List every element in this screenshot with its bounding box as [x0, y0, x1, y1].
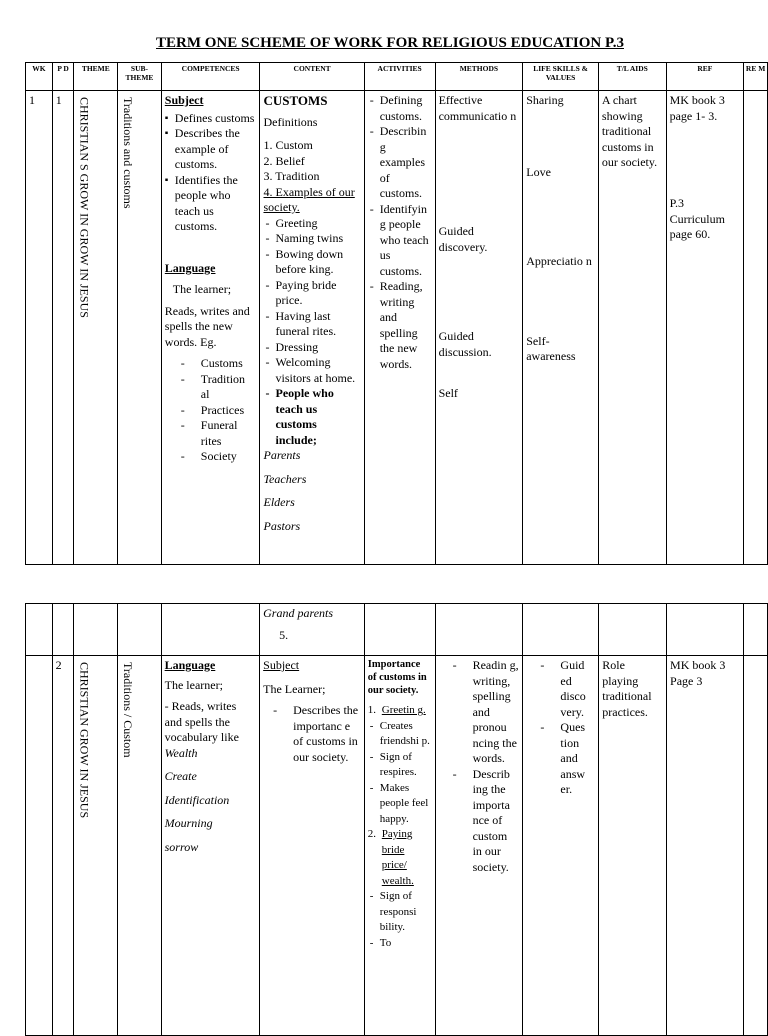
period-number: 1	[52, 91, 74, 565]
activity-item-title: Greetin g.	[381, 704, 426, 716]
reference: P.3 Curriculum page 60.	[669, 196, 725, 241]
header-wk: WK	[26, 63, 53, 91]
life-skill: Appreciatio n	[526, 254, 592, 268]
vocabulary-word: Wealth	[164, 745, 198, 760]
vocabulary-word: Mourning	[164, 816, 213, 830]
activity-item-title: Paying bride price/ wealth.	[381, 828, 414, 887]
competence-bullet: ▪ Describes the example of customs.	[165, 126, 257, 173]
content-cell	[260, 91, 364, 565]
content-examples	[263, 216, 360, 449]
life-skills-list	[540, 658, 595, 798]
week-number-blank	[26, 656, 53, 1036]
competences-cell	[161, 91, 260, 565]
ref-cell	[667, 656, 744, 1036]
activity-item: 1. Greetin g.	[367, 704, 426, 716]
life-skill: Self-awareness	[526, 333, 576, 363]
life-skill: - Ques tion and answ er.	[540, 720, 595, 798]
activity-heading: Importance of customs in our society.	[367, 659, 427, 696]
header-methods: METHODS	[435, 63, 523, 91]
theme-text: CHRISTIAN GROW IN JESUS	[77, 662, 92, 819]
competence-learner: The learner;	[172, 282, 232, 296]
activity-subitem: - To	[368, 936, 432, 952]
header-content: CONTENT	[260, 63, 364, 91]
subtheme-text: Traditions / Custom	[121, 662, 136, 758]
content-list-item: 1. Custom	[263, 138, 313, 152]
ref-cell	[666, 91, 744, 565]
header-subtheme: SUB-THEME	[118, 63, 162, 91]
tl-aid: A chart showing traditional customs in our society.	[601, 93, 658, 169]
vocabulary-word: - Practices	[181, 403, 257, 419]
subtheme-cell	[118, 91, 162, 565]
scheme-table-page2	[25, 603, 768, 1036]
tl-aids-cell	[599, 656, 667, 1036]
content-cell	[260, 656, 365, 1036]
header-competences: COMPETENCES	[161, 63, 260, 91]
header-pd: P D	[52, 63, 74, 91]
scheme-table-page1	[25, 62, 768, 565]
competence-bullet: ▪ Identifies the people who teach us customs.	[165, 173, 257, 235]
competence-reads: - Reads, writes and spells the vocabulary like	[164, 699, 239, 744]
content-example: - Greeting	[263, 216, 360, 232]
activity-item: 2. Paying bride price/ wealth.	[367, 828, 414, 887]
theme-text: CHRISTIAN S GROW IN GROW IN JESUS	[77, 97, 92, 318]
competence-reads: Reads, writes and spells the new words. Eg.	[164, 303, 250, 349]
vocabulary-word: sorrow	[164, 839, 199, 854]
content-person: Elders	[263, 495, 295, 509]
remarks-cell	[744, 656, 768, 1036]
competences-cell	[161, 656, 260, 1036]
continuation-row	[26, 604, 768, 656]
content-person: Grand parents	[263, 606, 334, 620]
activities-cell	[364, 91, 435, 565]
content-list-item: 2. Belief	[263, 153, 305, 168]
content-example: - Naming twins	[263, 231, 360, 247]
method: Self	[438, 386, 458, 400]
method: Guided discovery.	[438, 224, 488, 254]
vocabulary-word: - Customs	[181, 356, 257, 372]
vocabulary-word: - Tradition al	[181, 372, 257, 403]
content-example: - Welcoming visitors at home.	[263, 355, 360, 386]
activity-sublist	[368, 889, 432, 951]
week-number: 1	[26, 91, 53, 565]
tl-aid: Role playing traditional practices.	[602, 658, 652, 719]
methods-cell	[435, 656, 523, 1036]
reference: MK book 3 Page 3	[670, 658, 726, 688]
vocabulary-word: Create	[164, 769, 197, 783]
content-example: - Having last funeral rites.	[263, 309, 360, 340]
competence-language-heading: Language	[164, 658, 216, 672]
vocabulary-list	[181, 356, 257, 465]
activity-subitem: - Creates friendshi p.	[368, 719, 432, 750]
activity: - Describin g examples of customs.	[368, 124, 432, 202]
activities-cell	[364, 656, 435, 1036]
header-life-skills: LIFE SKILLS & VALUES	[523, 63, 599, 91]
tl-aids-cell	[598, 91, 666, 565]
competence-subject-heading: Subject	[164, 93, 204, 107]
subtheme-text: Traditions and customs	[121, 97, 136, 209]
life-skills-cell	[523, 656, 599, 1036]
theme-cell	[74, 656, 118, 1036]
content-person: Pastors	[263, 518, 301, 533]
content-item: - Describes the importanc e of customs in our society.	[273, 703, 361, 765]
content-person: Teachers	[263, 471, 307, 486]
activity-numbered-list	[368, 827, 432, 889]
activity-subitem: - Sign of responsi bility.	[368, 889, 432, 936]
life-skill: Sharing	[526, 93, 564, 107]
content-definitions: Definitions	[263, 114, 318, 129]
content-list-item: 3. Tradition	[263, 169, 320, 183]
continuation-content-cell	[260, 604, 365, 656]
methods-cell	[435, 91, 523, 565]
method: - Readin g, writing, spelling and pronou ncing the words.	[453, 658, 520, 767]
content-learner: The Learner;	[263, 681, 326, 696]
content-list	[273, 703, 361, 765]
competence-language-heading: Language	[164, 260, 216, 275]
activity-subitem: - Sign of respires.	[368, 750, 432, 781]
methods-list	[453, 658, 520, 875]
header-remarks: RE M	[744, 63, 768, 91]
content-example: - Dressing	[263, 340, 360, 356]
vocabulary-word: - Society	[181, 449, 257, 465]
content-example: - Paying bride price.	[263, 278, 360, 309]
header-activities: ACTIVITIES	[364, 63, 435, 91]
header-row	[26, 63, 768, 91]
content-list-item: 4. Examples of our society.	[263, 184, 355, 214]
remarks-cell	[744, 91, 768, 565]
content-heading: CUSTOMS	[263, 93, 328, 108]
activity: - Identifyin g people who teach us customs.	[368, 202, 432, 280]
method: - Describ ing the importa nce of custom in our society.	[453, 767, 520, 876]
activity-sublist	[368, 719, 432, 828]
life-skill: - Guid ed disco very.	[540, 658, 595, 720]
header-tl-aids: T/L AIDS	[598, 63, 666, 91]
activity-subitem: - Makes people feel happy.	[368, 781, 432, 828]
theme-cell	[74, 91, 118, 565]
content-subject: Subject	[263, 658, 300, 672]
content-people-heading: - People who teach us customs include;	[263, 386, 360, 448]
activity: - Defining customs.	[368, 93, 432, 124]
reference: MK book 3 page 1- 3.	[669, 93, 725, 123]
vocabulary-word: Identification	[164, 792, 230, 807]
week-2-row	[26, 656, 768, 1036]
content-example: - Bowing down before king.	[263, 247, 360, 278]
header-ref: REF	[666, 63, 744, 91]
life-skills-cell	[523, 91, 599, 565]
activity: - Reading, writing and spelling the new words.	[368, 279, 432, 372]
subtheme-cell	[118, 656, 162, 1036]
vocabulary-word: - Funeral rites	[181, 418, 257, 449]
competence-bullet-list	[165, 111, 257, 235]
method: Effective communicatio n	[438, 93, 517, 123]
header-theme: THEME	[74, 63, 118, 91]
week-number: 2	[52, 656, 74, 1036]
competence-bullet: ▪ Defines customs	[165, 111, 257, 127]
activities-list	[368, 93, 432, 372]
activity-numbered-list	[368, 703, 432, 719]
content-list-number: 5.	[279, 627, 289, 642]
week-1-row	[26, 91, 768, 565]
life-skill: Love	[526, 164, 551, 179]
competence-learner: The learner;	[164, 677, 223, 692]
page-title: TERM ONE SCHEME OF WORK FOR RELIGIOUS EDUCATION P.3	[156, 35, 624, 51]
content-person: Parents	[263, 448, 301, 462]
method: Guided discussion.	[438, 329, 492, 359]
